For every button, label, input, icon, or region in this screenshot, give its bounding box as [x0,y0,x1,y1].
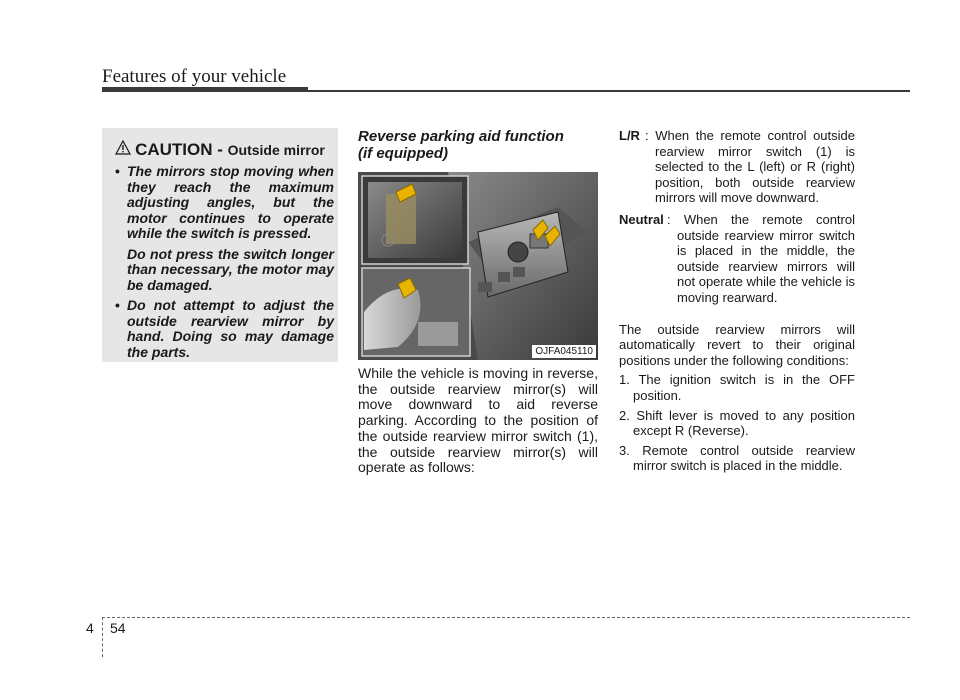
conditions-list [619,372,855,474]
body-paragraph: While the vehicle is moving in reverse, the outside rearview mirror(s) will move downward to aid reverse parking. According to the position of the outside rearview mirror switch (1), the outside rearview mirror(s) will operate as follows: [358,365,598,476]
caution-text: Do not attempt to adjust the outside rearview mirror by hand. Doing so may damage the parts. [127,297,334,360]
list-item: 1. The ignition switch is in the OFF position. [619,372,855,403]
conditions-intro: The outside rearview mirrors will automatically revert to their original positions under the following conditions: [619,321,855,368]
figure-code: OJFA045110 [532,345,596,358]
chapter-number: 4 [86,620,94,636]
header-rule-thick [102,87,308,92]
list-item: 3. Remote control outside rearview mirror switch is placed in the middle. [619,442,855,474]
term-label: Neutral [619,211,664,227]
caution-heading [102,140,338,160]
caution-list [112,164,334,365]
header-title: Features of your vehicle [102,66,287,87]
term-description: : When the remote control outside rearview mirror switch is placed in the middle, the outside rearview mirrors will not operate while the vehicle is moving rearward. [667,211,855,305]
caution-item [112,164,334,293]
footer-divider [102,617,103,657]
bullet: • [115,163,120,179]
section-title-line: Reverse parking aid function [358,128,564,145]
term-description: : When the remote control outside rearview mirror switch (1) is selected to the L (left) or R (right) position, both outside rearview mirrors will move downward. [645,128,855,206]
section-title-line: (if equipped) [358,145,448,162]
caution-item [112,298,334,360]
right-column [619,128,855,478]
term-lr [619,128,855,206]
term-neutral [619,212,855,306]
bullet: • [115,297,120,313]
footer-rule [102,617,910,618]
caution-word: CAUTION - [135,140,228,159]
warning-triangle-icon [115,140,131,160]
caution-text: Do not press the switch longer than necessary, the motor may be damaged. [127,245,334,293]
header-rule-thin [308,90,910,92]
section-title [358,128,598,162]
list-item: 2. Shift lever is moved to any position except R (Reverse). [619,407,855,439]
figure-illustration [358,172,598,360]
caution-text: The mirrors stop moving when they reach the maximum adjusting angles, but the motor continues to operate while the switch is pressed. [127,163,334,241]
page-number: 54 [110,620,126,636]
caution-subject: Outside mirror [227,142,325,158]
caution-box [102,128,338,362]
mirror-switch-figure [358,172,598,360]
term-label: L/R [619,128,640,143]
